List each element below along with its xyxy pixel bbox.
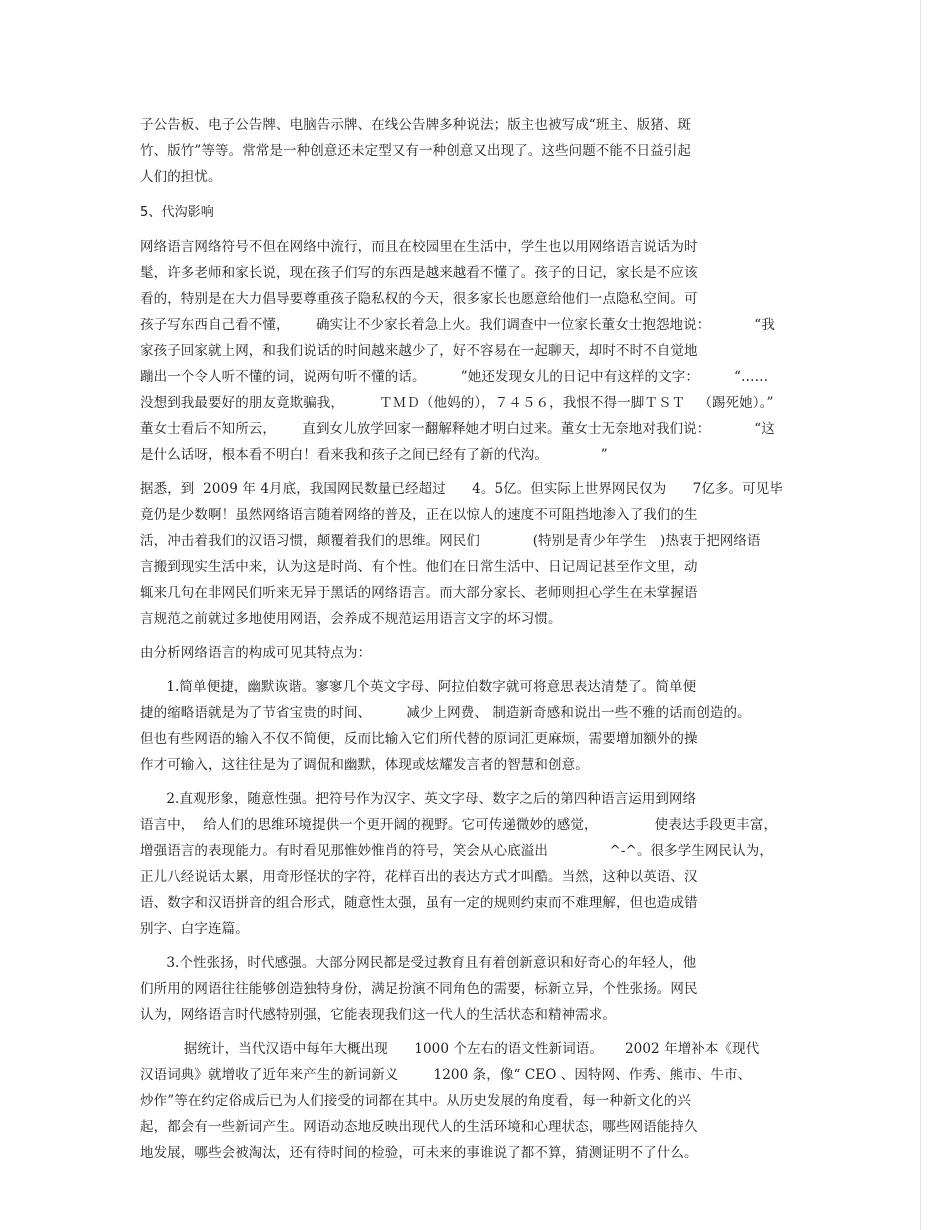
text-line: 据统计，当代汉语中每年大概出现 1000 个左右的语文性新词语。 2002 年增补本《现代 bbox=[140, 1041, 760, 1057]
text-line: 炒作”等在约定俗成后已为人们接受的词都在其中。从历史发展的角度看，每一种新文化的兴 bbox=[140, 1093, 691, 1109]
paragraph-feature-3 bbox=[140, 950, 810, 1028]
text-line: 作才可输入，这往往是为了调侃和幽默，体现或炫耀发言者的智慧和创意。 bbox=[140, 757, 589, 773]
text-line: 们所用的网语往往能够创造独特身份，满足扮演不同角色的需要，标新立异，个性张扬。网民 bbox=[140, 981, 698, 997]
section-heading bbox=[140, 200, 810, 226]
text-line: 3.个性张扬，时代感强。大部分网民都是受过教育且有着创新意识和好奇心的年轻人，他 bbox=[140, 955, 697, 971]
text-line: 正儿八经说话太累，用奇形怪状的字符，花样百出的表达方式才叫酷。当然，这种以英语、汉 bbox=[140, 869, 698, 885]
text-line: 起，都会有一些新词产生。网语动态地反映出现代人的生活环境和心理状态，哪些网语能持久 bbox=[140, 1119, 698, 1135]
text-line: 言规范之前就过多地使用网语，会养成不规范运用语言文字的坏习惯。 bbox=[140, 611, 562, 627]
text-line: 1.简单便捷，幽默诙谐。寥寥几个英文字母、阿拉伯数字就可将意思表达清楚了。简单便 bbox=[140, 679, 697, 695]
text-line: 地发展，哪些会被淘汰，还有待时间的检验，可未来的事谁说了都不算，猜测证明不了什么。 bbox=[140, 1145, 698, 1161]
text-line: 竹、版竹”等等。常常是一种创意还未定型又有一种创意又出现了。这些问题不能不日益引起 bbox=[140, 143, 691, 159]
text-line: 孩子写东西自己看不懂， 确实让不少家长着急上火。我们调查中一位家长董女士抱怨地说： “我 bbox=[140, 317, 775, 333]
text-line: 董女士看后不知所云， 直到女儿放学回家一翻解释她才明白过来。董女士无奈地对我们说： “这 bbox=[140, 421, 775, 437]
heading-generation-gap: 5、代沟影响 bbox=[140, 205, 214, 220]
text-line: 家孩子回家就上网，和我们说话的时间越来越少了，好不容易在一起聊天，却时不时不自觉地 bbox=[140, 343, 698, 359]
text-line: 由分析网络语言的构成可见其特点为： bbox=[140, 645, 372, 661]
text-line: 据悉，到 2009 年 4月底，我国网民数量已经超过 4。5亿。但实际上世界网民仅为 7亿多。可见毕 bbox=[140, 481, 783, 497]
paragraph-new-words bbox=[140, 1036, 810, 1166]
text-line: 竟仍是少数啊！虽然网络语言随着网络的普及，正在以惊人的速度不可阻挡地渗入了我们的生 bbox=[140, 507, 698, 523]
document-page bbox=[140, 112, 810, 1166]
text-line: 蹦出一个令人听不懂的词，说两句听不懂的话。 ”她还发现女儿的日记中有这样的文字： “…… bbox=[140, 369, 769, 385]
text-line: 捷的缩略语就是为了节省宝贵的时间、 减少上网费、 制造新奇感和说出一些不雅的话而创造的。 bbox=[140, 705, 751, 721]
text-line: 增强语言的表现能力。有时看见那惟妙惟肖的符号，笑会从心底溢出 ^-^。很多学生网民认为， bbox=[140, 843, 773, 859]
text-line: 语、数字和汉语拼音的组合形式，随意性太强，虽有一定的规则约束而不难理解，但也造成错 bbox=[140, 895, 698, 911]
paragraph-feature-1 bbox=[140, 674, 810, 778]
text-line: 言搬到现实生活中来，认为这是时尚、有个性。他们在日常生活中、日记周记甚至作文里，动 bbox=[140, 559, 698, 575]
paragraph-netizen-statistics bbox=[140, 476, 810, 632]
page-right-border bbox=[920, 0, 921, 1230]
text-line: 网络语言网络符号不但在网络中流行，而且在校园里在生活中，学生也以用网络语言说话为时 bbox=[140, 239, 698, 255]
text-line: 人们的担忧。 bbox=[140, 169, 222, 185]
paragraph-feature-2 bbox=[140, 786, 810, 942]
text-line: 汉语词典》就增收了近年来产生的新词新义 1200 条，像“ CEO 、因特网、作秀、熊市、牛市、 bbox=[140, 1067, 752, 1083]
paragraph-generation-gap bbox=[140, 234, 810, 468]
text-line: 认为，网络语言时代感特别强，它能表现我们这一代人的生活状态和精神需求。 bbox=[140, 1007, 616, 1023]
text-line: 髦，许多老师和家长说，现在孩子们写的东西是越来越看不懂了。孩子的日记，家长是不应该 bbox=[140, 265, 698, 281]
text-line: 别字、白字连篇。 bbox=[140, 921, 249, 937]
text-line: 2.直观形象，随意性强。把符号作为汉字、英文字母、数字之后的第四种语言运用到网络 bbox=[140, 791, 697, 807]
text-line: 子公告板、电子公告牌、电脑告示牌、在线公告牌多种说法；版主也被写成“班主、版猪、斑 bbox=[140, 117, 691, 133]
text-line: 辄来几句在非网民们听来无异于黑话的网络语言。而大部分家长、老师则担心学生在未掌握语 bbox=[140, 585, 698, 601]
paragraph-features-intro bbox=[140, 640, 810, 666]
text-line: 是什么话呀，根本看不明白！看来我和孩子之间已经有了新的代沟。 ” bbox=[140, 447, 608, 463]
text-line: 没想到我最要好的朋友竟欺骗我， ＴＭＤ（他妈的），７４５６，我恨不得一脚ＴＳＴ （踢死她）。” bbox=[140, 395, 774, 411]
text-line: 看的，特别是在大力倡导要尊重孩子隐私权的今天，很多家长也愿意给他们一点隐私空间。可 bbox=[140, 291, 698, 307]
text-line: 但也有些网语的输入不仅不简便，反而比输入它们所代替的原词汇更麻烦，需要增加额外的操 bbox=[140, 731, 698, 747]
paragraph-bulletin-board bbox=[140, 112, 810, 190]
text-line: 活，冲击着我们的汉语习惯，颠覆着我们的思维。网民们 (特别是青少年学生 )热衷于把网络语 bbox=[140, 533, 761, 549]
text-line: 语言中， 给人们的思维环境提供一个更开阔的视野。它可传递微妙的感觉， 使表达手段更丰富， bbox=[140, 817, 778, 833]
